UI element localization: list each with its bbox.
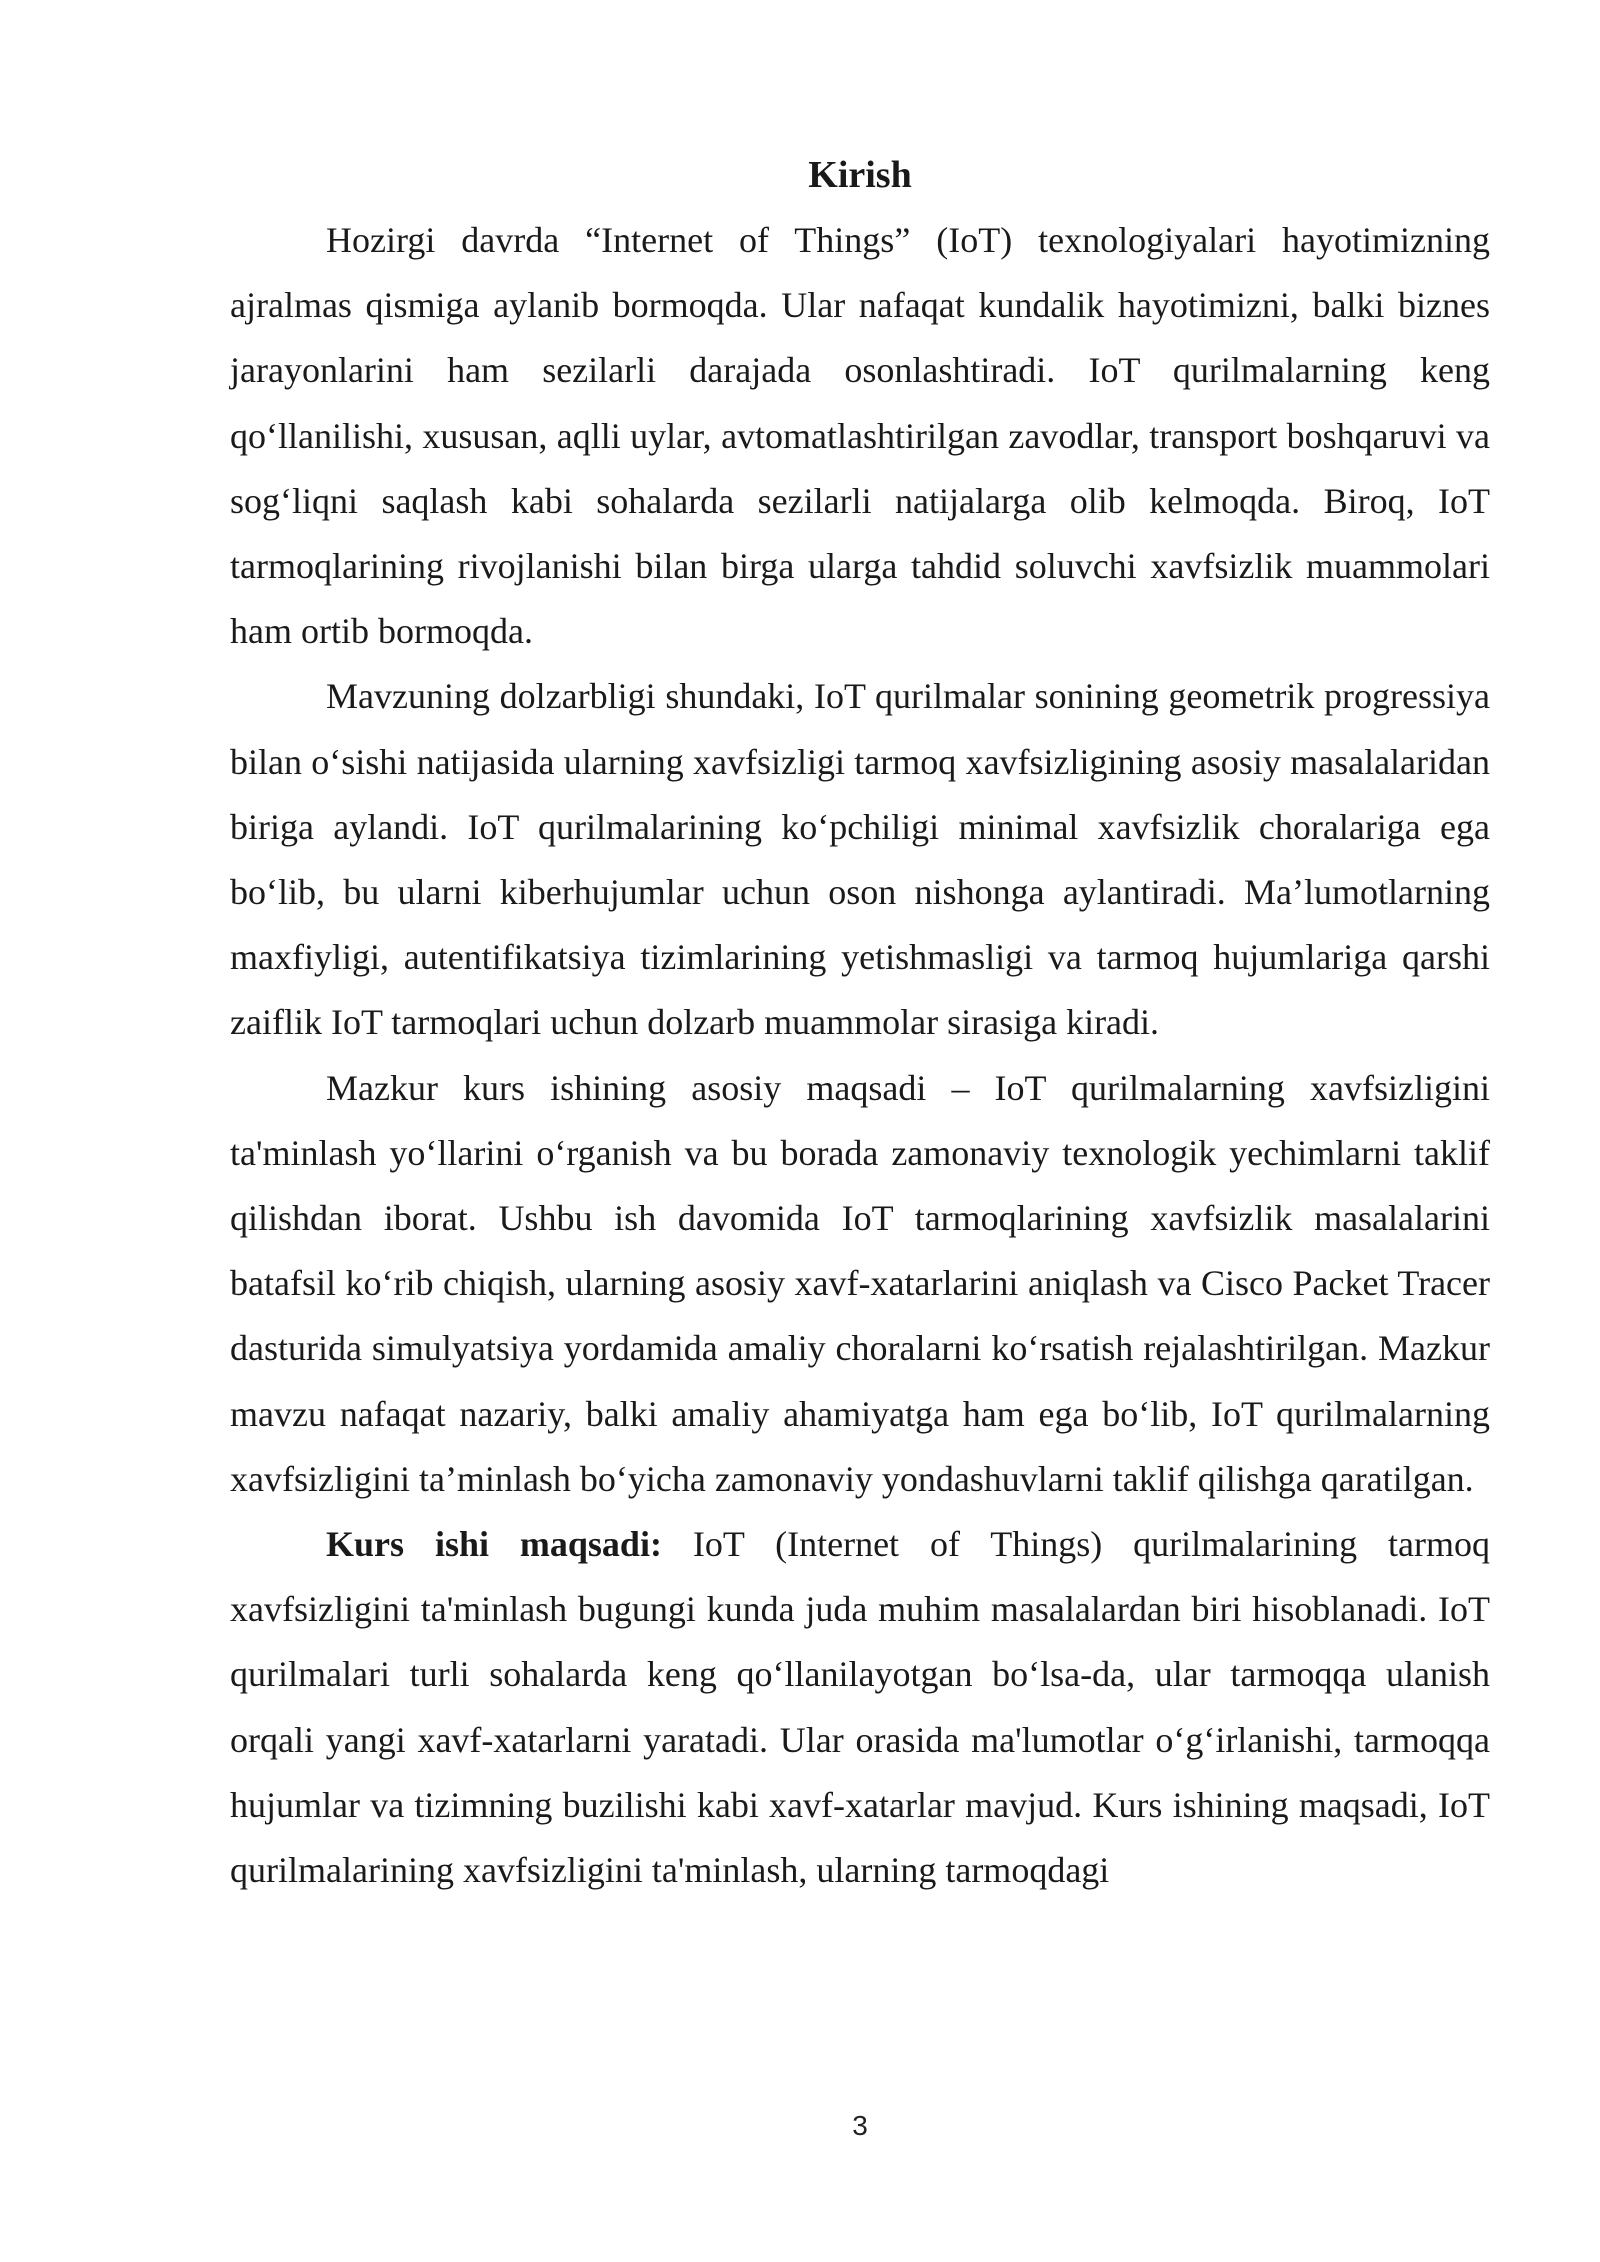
page-title: Kirish [808,154,912,196]
page-number: 3 [852,2110,868,2141]
paragraph-text: Hozirgi davrda “Internet of Things” (IoT) texnologiyalari hayotimizning ajralmas qismiga aylanib bormoqda. Ular nafaqat kundalik hayotimizni, balki biznes jarayonlarini ham sezilarli darajada osonlashtiradi. IoT qurilmalarning keng qo‘llanilishi, xususan, aqlli uylar, avtomatlashtirilgan zavodlar, transport boshqaruvi va sog‘liqni saqlash kabi sohalarda sezilarli natijalarga olib kelmoqda. Biroq, IoT tarmoqlarining rivojlanishi bilan birga ularga tahdid soluvchi xavfsizlik muammolari ham ortib bormoqda. [230,220,1490,652]
paragraph-text: Mavzuning dolzarbligi shundaki, IoT qurilmalar sonining geometrik progressiya bilan o‘sishi natijasida ularning xavfsizligi tarmoq xavfsizligining asosiy masalalaridan biriga aylandi. IoT qurilmalarining ko‘pchiligi minimal xavfsizlik choralariga ega bo‘lib, bu ularni kiberhujumlar uchun oson nishonga aylantiradi. Ma’lumotlarning maxfiyligi, autentifikatsiya tizimlarining yetishmasligi va tarmoq hujumlariga qarshi zaiflik IoT tarmoqlari uchun dolzarb muammolar sirasiga kiradi. [230,676,1490,1043]
paragraph-lead-label: Kurs ishi maqsadi: [326,1524,662,1565]
document-page [230,148,1490,1903]
paragraph-course-goal [230,1512,1490,1903]
paragraph-text: Mazkur kurs ishining asosiy maqsadi – IoT qurilmalarning xavfsizligini ta'minlash yo‘llarini o‘rganish va bu borada zamonaviy texnologik yechimlarni taklif qilishdan iborat. Ushbu ish davomida IoT tarmoqlarining xavfsizlik masalalarini batafsil ko‘rib chiqish, ularning asosiy xavf-xatarlarini aniqlash va Cisco Packet Tracer dasturida simulyatsiya yordamida amaliy choralarni ko‘rsatish rejalashtirilgan. Mazkur mavzu nafaqat nazariy, balki amaliy ahamiyatga ham ega bo‘lib, IoT qurilmalarning xavfsizligini ta’minlash bo‘yicha zamonaviy yondashuvlarni taklif qilishga qaratilgan. [230,1067,1490,1499]
paragraph-text: IoT (Internet of Things) qurilmalarining tarmoq xavfsizligini ta'minlash bugungi kunda juda muhim masalalardan biri hisoblanadi. IoT qurilmalari turli sohalarda keng qo‘llanilayotgan bo‘lsa-da, ular tarmoqqa ulanish orqali yangi xavf-xatarlarni yaratadi. Ular orasida ma'lumotlar o‘g‘irlanishi, tarmoqqa hujumlar va tizimning buzilishi kabi xavf-xatarlar mavjud. Kurs ishining maqsadi, IoT qurilmalarining xavfsizligini ta'minlash, ularning tarmoqdagi [230,1524,1491,1891]
paragraph-relevance [230,664,1490,1055]
paragraph-introduction [230,208,1490,664]
paragraph-main-goal [230,1056,1490,1512]
